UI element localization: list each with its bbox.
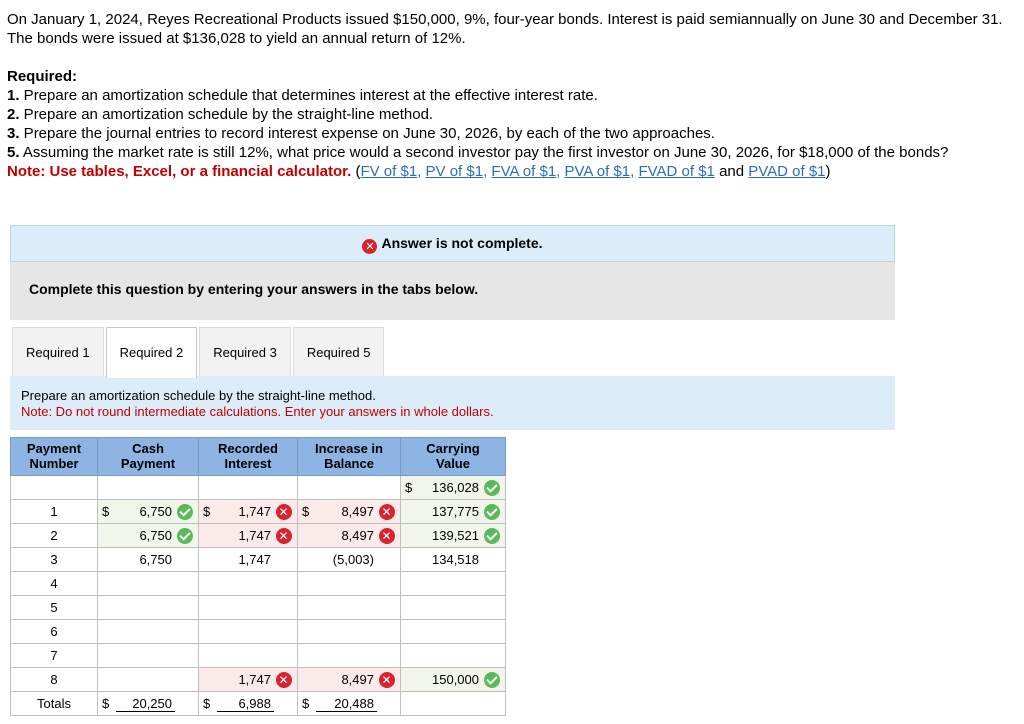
payment-number-cell: 3 xyxy=(11,548,98,572)
carrying-input-cell[interactable] xyxy=(401,644,506,668)
incorrect-x-icon: ✕ xyxy=(276,672,292,688)
totals-label: Totals xyxy=(11,692,98,716)
tab-required-3[interactable]: Required 3 xyxy=(199,327,291,377)
total-cash-cell[interactable] xyxy=(98,692,199,716)
table-row-totals xyxy=(11,692,506,716)
payment-number-cell: 8 xyxy=(11,668,98,692)
table-row xyxy=(11,572,506,596)
cash-input-cell[interactable] xyxy=(98,572,199,596)
cell-value[interactable]: 8,497 xyxy=(341,504,374,519)
tab-bar xyxy=(12,327,386,377)
increase-input-cell[interactable] xyxy=(298,524,401,548)
payment-number-cell: 1 xyxy=(11,500,98,524)
total-increase-cell[interactable] xyxy=(298,692,401,716)
cell-value[interactable]: 8,497 xyxy=(341,528,374,543)
and-text: and xyxy=(719,163,745,180)
payment-number-cell: 7 xyxy=(11,644,98,668)
cell-empty xyxy=(401,692,506,716)
cell-value[interactable]: 6,750 xyxy=(139,504,172,519)
cash-input-cell[interactable] xyxy=(98,548,199,572)
correct-check-icon xyxy=(484,504,500,520)
increase-input-cell[interactable] xyxy=(298,644,401,668)
required-item-3: 3. Prepare the journal entries to record interest expense on June 30, 2026, by each of the two approaches. xyxy=(7,125,715,142)
note-label: Note: Use tables, Excel, or a financial calculator. xyxy=(7,163,352,180)
carrying-input-cell[interactable] xyxy=(401,596,506,620)
cell-value[interactable]: 134,518 xyxy=(432,552,479,567)
carrying-input-cell[interactable] xyxy=(401,572,506,596)
cash-input-cell[interactable] xyxy=(98,668,199,692)
interest-input-cell[interactable] xyxy=(199,644,298,668)
currency-symbol: $ xyxy=(405,480,413,495)
initial-carrying-cell[interactable] xyxy=(401,476,506,500)
instruction-note: Note: Do not round intermediate calculations. Enter your answers in whole dollars. xyxy=(21,404,494,419)
correct-check-icon xyxy=(484,528,500,544)
table-row xyxy=(11,620,506,644)
carrying-input-cell[interactable] xyxy=(401,524,506,548)
interest-input-cell[interactable] xyxy=(199,596,298,620)
link-fva[interactable]: FVA of $1 xyxy=(491,163,557,180)
cell-value[interactable]: 150,000 xyxy=(432,672,479,687)
cell-empty xyxy=(298,476,401,500)
cash-input-cell[interactable] xyxy=(98,524,199,548)
instruction-line: Prepare an amortization schedule by the straight-line method. xyxy=(21,388,376,403)
payment-number-cell: 4 xyxy=(11,572,98,596)
currency-symbol: $ xyxy=(102,504,110,519)
cell-value[interactable]: 6,988 xyxy=(217,696,274,712)
cash-input-cell[interactable] xyxy=(98,596,199,620)
currency-symbol: $ xyxy=(302,504,310,519)
payment-number-cell: 2 xyxy=(11,524,98,548)
table-header-row xyxy=(11,438,506,476)
interest-input-cell[interactable] xyxy=(199,548,298,572)
cell-value[interactable]: 1,747 xyxy=(238,672,271,687)
increase-input-cell[interactable] xyxy=(298,668,401,692)
cell-value[interactable]: (5,003) xyxy=(332,552,374,567)
link-pv[interactable]: PV of $1 xyxy=(425,163,484,180)
cash-input-cell[interactable] xyxy=(98,500,199,524)
cell-value[interactable]: 137,775 xyxy=(432,504,479,519)
problem-intro: On January 1, 2024, Reyes Recreational Products issued $150,000, 9%, four-year bonds. Interest is paid semiannually on June 30 and December 31. The bonds were issued at $136,028 to yield an annual return of 12%. xyxy=(7,11,1003,47)
correct-check-icon xyxy=(177,528,193,544)
table-row-initial xyxy=(11,476,506,500)
interest-input-cell[interactable] xyxy=(199,572,298,596)
tab-required-2[interactable]: Required 2 xyxy=(106,327,198,378)
interest-input-cell[interactable] xyxy=(199,668,298,692)
table-row xyxy=(11,596,506,620)
table-row xyxy=(11,644,506,668)
header-carrying-value: Carrying Value xyxy=(401,438,506,476)
table-row xyxy=(11,524,506,548)
cell-value[interactable]: 20,250 xyxy=(116,696,175,712)
increase-input-cell[interactable] xyxy=(298,572,401,596)
amortization-table xyxy=(10,437,506,716)
required-item-1: 1. Prepare an amortization schedule that determines interest at the effective interest rate. xyxy=(7,87,598,104)
cell-empty xyxy=(98,476,199,500)
tab-required-5[interactable]: Required 5 xyxy=(293,327,385,377)
link-pvad[interactable]: PVAD of $1 xyxy=(748,163,826,180)
cell-value[interactable]: 8,497 xyxy=(341,672,374,687)
incorrect-x-icon: ✕ xyxy=(379,672,395,688)
table-row xyxy=(11,500,506,524)
increase-input-cell[interactable] xyxy=(298,548,401,572)
table-row xyxy=(11,548,506,572)
cell-value[interactable]: 6,750 xyxy=(139,528,172,543)
header-increase-balance: Increase in Balance xyxy=(298,438,401,476)
cell-value[interactable]: 136,028 xyxy=(432,480,479,495)
error-icon: ✕ xyxy=(362,239,377,254)
cash-input-cell[interactable] xyxy=(98,644,199,668)
header-cash-payment: Cash Payment xyxy=(98,438,199,476)
cell-value[interactable]: 139,521 xyxy=(432,528,479,543)
interest-input-cell[interactable] xyxy=(199,524,298,548)
cell-value[interactable]: 1,747 xyxy=(238,528,271,543)
carrying-input-cell[interactable] xyxy=(401,500,506,524)
payment-number-cell: 6 xyxy=(11,620,98,644)
header-recorded-interest: Recorded Interest xyxy=(199,438,298,476)
correct-check-icon xyxy=(484,480,500,496)
total-interest-cell[interactable] xyxy=(199,692,298,716)
tables-note: Note: Use tables, Excel, or a financial calculator. (FV of $1, PV of $1, FVA of $1, PVA of $1, FVAD of $1 and PVAD of $1) xyxy=(7,163,831,180)
answer-status-text: Answer is not complete. xyxy=(381,235,543,251)
incorrect-x-icon: ✕ xyxy=(276,528,292,544)
currency-symbol: $ xyxy=(203,696,211,711)
correct-check-icon xyxy=(484,672,500,688)
required-heading: Required: xyxy=(7,68,78,85)
answer-status-banner xyxy=(10,225,895,262)
cell-value[interactable]: 20,488 xyxy=(316,696,377,712)
cell-value[interactable]: 6,750 xyxy=(139,552,172,567)
currency-symbol: $ xyxy=(102,696,110,711)
link-pva[interactable]: PVA of $1 xyxy=(564,163,631,180)
tab-required-1[interactable]: Required 1 xyxy=(12,327,104,377)
carrying-input-cell[interactable] xyxy=(401,668,506,692)
required-item-5: 5. Assuming the market rate is still 12%, what price would a second investor pay the first investor on June 30, 2026, for $18,000 of the bonds? xyxy=(7,144,949,161)
table-row xyxy=(11,668,506,692)
increase-input-cell[interactable] xyxy=(298,620,401,644)
interest-input-cell[interactable] xyxy=(199,620,298,644)
increase-input-cell[interactable] xyxy=(298,596,401,620)
incorrect-x-icon: ✕ xyxy=(379,528,395,544)
increase-input-cell[interactable] xyxy=(298,500,401,524)
carrying-input-cell[interactable] xyxy=(401,620,506,644)
cell-value[interactable]: 1,747 xyxy=(238,504,271,519)
currency-symbol: $ xyxy=(203,504,211,519)
cell-value[interactable]: 1,747 xyxy=(238,552,271,567)
interest-input-cell[interactable] xyxy=(199,500,298,524)
tab-instructions xyxy=(10,376,895,430)
instruction-header: Complete this question by entering your answers in the tabs below. xyxy=(10,262,895,320)
cell-empty xyxy=(11,476,98,500)
correct-check-icon xyxy=(177,504,193,520)
link-fv[interactable]: FV of $1 xyxy=(360,163,418,180)
payment-number-cell: 5 xyxy=(11,596,98,620)
required-item-2: 2. Prepare an amortization schedule by the straight-line method. xyxy=(7,106,434,123)
cell-empty xyxy=(199,476,298,500)
problem-statement xyxy=(7,10,1012,181)
header-payment-number: Payment Number xyxy=(11,438,98,476)
carrying-input-cell[interactable] xyxy=(401,548,506,572)
link-fvad[interactable]: FVAD of $1 xyxy=(638,163,715,180)
currency-symbol: $ xyxy=(302,696,310,711)
incorrect-x-icon: ✕ xyxy=(379,504,395,520)
cash-input-cell[interactable] xyxy=(98,620,199,644)
incorrect-x-icon: ✕ xyxy=(276,504,292,520)
